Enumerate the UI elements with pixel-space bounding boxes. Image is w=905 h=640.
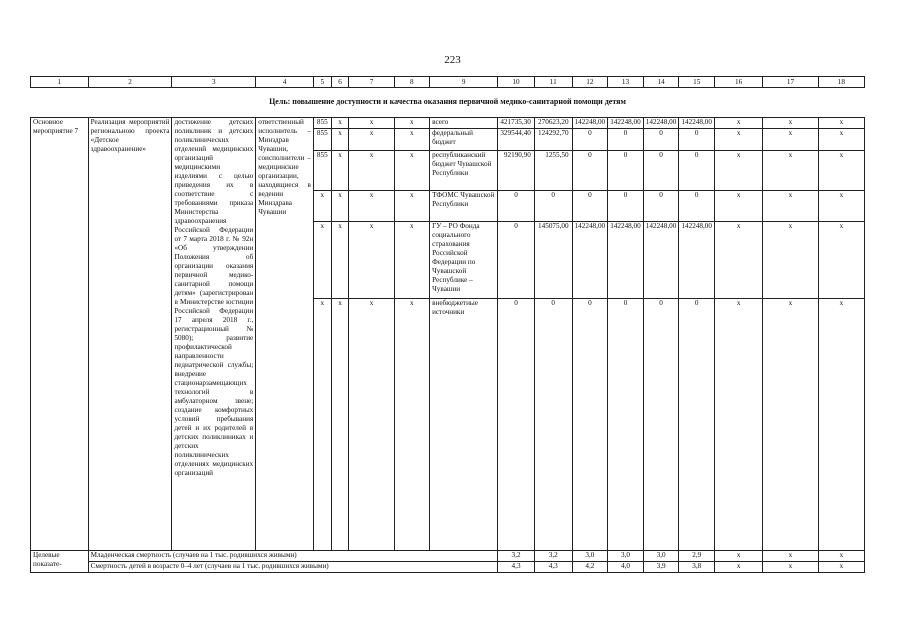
cell-value: x <box>763 551 819 562</box>
cell-value: 3,0 <box>643 551 679 562</box>
column-number: 10 <box>498 77 535 88</box>
column-number: 7 <box>349 77 394 88</box>
cell-value: 4,3 <box>498 562 535 573</box>
cell-funding-source: республиканский бюджет Чувашской Республики <box>430 151 498 191</box>
column-number: 15 <box>679 77 715 88</box>
cell-section: x <box>331 118 349 129</box>
cell-value: x <box>715 551 763 562</box>
cell-funding-source: всего <box>430 118 498 129</box>
cell-grbs: x <box>313 222 331 299</box>
cell-grbs: 855 <box>313 118 331 129</box>
indicator-name: Смертность детей в возрасте 0–4 лет (случаев на 1 тыс. родившихся живыми) <box>88 562 498 573</box>
cell-expense-group: x <box>394 191 430 222</box>
cell-value: 0 <box>498 222 535 299</box>
cell-value: 3,9 <box>643 562 679 573</box>
cell-value: 0 <box>498 299 535 551</box>
cell-grbs: 855 <box>313 129 331 151</box>
cell-value: 0 <box>572 191 608 222</box>
indicator-row <box>31 551 865 562</box>
cell-value: 0 <box>608 151 644 191</box>
cell-value: 0 <box>608 191 644 222</box>
cell-target-article: x <box>349 129 394 151</box>
cell-value: 4,0 <box>608 562 644 573</box>
cell-value: x <box>715 118 763 129</box>
cell-target-article: x <box>349 191 394 222</box>
cell-value: 142248,00 <box>643 118 679 129</box>
cell-section: x <box>331 129 349 151</box>
cell-value: 0 <box>679 129 715 151</box>
cell-value: 329544,40 <box>498 129 535 151</box>
cell-value: x <box>715 222 763 299</box>
cell-expense-group: x <box>394 129 430 151</box>
cell-value: 142248,00 <box>572 222 608 299</box>
cell-expense-group: x <box>394 151 430 191</box>
indicator-name: Младенческая смертность (случаев на 1 тыс. родившихся живыми) <box>88 551 498 562</box>
cell-value: 0 <box>498 191 535 222</box>
cell-value: x <box>818 222 864 299</box>
cell-value: x <box>715 299 763 551</box>
cell-section: x <box>331 191 349 222</box>
cell-value: x <box>715 151 763 191</box>
column-number: 16 <box>715 77 763 88</box>
event-description: достижение детских поликлиник и детских поликлинических отделений медицинских организаций медицинскими изделиями с целью приведения их в соответствие с требованиями приказа Министерства здравоохранения Российской Федерации от 7 марта 2018 г. № 92н «Об утверждении Положения об организации оказания первичной медико-санитарной помощи детям» (зарегистрирован в Министерстве юстиции Российской Федерации 17 апреля 2018 г., регистрационный № 5080); развитие профилактической направленности педиатрической службы; внедрение стационарзамещающих технологий в амбулаторном звене; создание комфортных условий пребывания детей и их родителей в детских поликлиниках и детских поликлинических отделениях медицинских организаций <box>172 118 256 551</box>
event-name: Реализация мероприятий региональною проекта «Детское здравоохранение» <box>88 118 172 551</box>
cell-funding-source: ТФОМС Чувашской Республики <box>430 191 498 222</box>
cell-value: x <box>715 129 763 151</box>
cell-value: x <box>715 191 763 222</box>
cell-value: x <box>763 562 819 573</box>
cell-grbs: x <box>313 191 331 222</box>
event-executor: ответственный исполнитель – Минздрав Чувашии, соисполнители – медицинские организации, находящиеся в ведении Минздрава Чувашии <box>256 118 314 551</box>
cell-value: 0 <box>572 151 608 191</box>
column-number: 4 <box>256 77 314 88</box>
cell-value: 142248,00 <box>643 222 679 299</box>
cell-value: x <box>763 222 819 299</box>
cell-section: x <box>331 222 349 299</box>
column-number: 13 <box>608 77 644 88</box>
cell-value: 142248,00 <box>608 118 644 129</box>
cell-value: 0 <box>534 299 572 551</box>
cell-funding-source: ГУ – РО Фонда социального страхования Российской Федерации по Чувашской Республике – Чувашии <box>430 222 498 299</box>
cell-value: x <box>818 191 864 222</box>
indicators-label: Целевые показате- <box>31 551 89 573</box>
goal-title: Цель: повышение доступности и качества оказания первичной медико-санитарной помощи детям <box>269 97 626 106</box>
column-number: 5 <box>313 77 331 88</box>
cell-target-article: x <box>349 118 394 129</box>
cell-value: 4,3 <box>534 562 572 573</box>
cell-value: 0 <box>643 191 679 222</box>
cell-value: 124292,70 <box>534 129 572 151</box>
cell-value: 0 <box>679 151 715 191</box>
cell-value: x <box>763 129 819 151</box>
cell-grbs: 855 <box>313 151 331 191</box>
column-number: 18 <box>818 77 864 88</box>
cell-expense-group: x <box>394 299 430 551</box>
cell-value: 142248,00 <box>679 118 715 129</box>
cell-value: 421735,30 <box>498 118 535 129</box>
cell-value: 0 <box>643 129 679 151</box>
cell-value: x <box>818 562 864 573</box>
cell-value: 3,8 <box>679 562 715 573</box>
column-number: 6 <box>331 77 349 88</box>
cell-value: x <box>818 118 864 129</box>
cell-value: x <box>818 129 864 151</box>
cell-value: x <box>763 191 819 222</box>
column-number: 2 <box>88 77 172 88</box>
column-number: 9 <box>430 77 498 88</box>
column-number-header <box>30 76 865 88</box>
cell-value: 4,2 <box>572 562 608 573</box>
program-table <box>30 117 865 573</box>
cell-value: 0 <box>534 191 572 222</box>
cell-funding-source: федеральный бюджет <box>430 129 498 151</box>
cell-value: 3,2 <box>534 551 572 562</box>
cell-section: x <box>331 299 349 551</box>
cell-funding-source: внебюджетные источники <box>430 299 498 551</box>
cell-value: 3,0 <box>572 551 608 562</box>
cell-target-article: x <box>349 222 394 299</box>
cell-value: x <box>715 562 763 573</box>
page-number: 223 <box>444 54 461 66</box>
column-number: 14 <box>643 77 679 88</box>
cell-value: 1255,50 <box>534 151 572 191</box>
cell-expense-group: x <box>394 222 430 299</box>
column-number: 12 <box>572 77 608 88</box>
cell-value: 142248,00 <box>572 118 608 129</box>
cell-value: 0 <box>679 299 715 551</box>
cell-value: x <box>818 551 864 562</box>
cell-value: 142248,00 <box>608 222 644 299</box>
cell-section: x <box>331 151 349 191</box>
cell-target-article: x <box>349 299 394 551</box>
column-number: 1 <box>31 77 89 88</box>
indicator-row <box>31 562 865 573</box>
table-row <box>31 118 865 129</box>
column-number: 11 <box>534 77 572 88</box>
cell-value: 142248,00 <box>679 222 715 299</box>
cell-expense-group: x <box>394 118 430 129</box>
cell-value: 270623,20 <box>534 118 572 129</box>
cell-value: 0 <box>608 129 644 151</box>
cell-value: 145075,00 <box>534 222 572 299</box>
cell-value: x <box>818 151 864 191</box>
cell-value: x <box>818 299 864 551</box>
cell-value: x <box>763 118 819 129</box>
cell-grbs: x <box>313 299 331 551</box>
column-number: 17 <box>763 77 819 88</box>
cell-value: 2,9 <box>679 551 715 562</box>
cell-target-article: x <box>349 151 394 191</box>
cell-value: x <box>763 151 819 191</box>
cell-value: 0 <box>572 299 608 551</box>
cell-value: 3,0 <box>608 551 644 562</box>
column-number: 3 <box>172 77 256 88</box>
cell-value: 0 <box>572 129 608 151</box>
cell-value: 0 <box>679 191 715 222</box>
event-code: Основное мероприятие 7 <box>31 118 89 551</box>
cell-value: 92190,90 <box>498 151 535 191</box>
cell-value: 0 <box>643 299 679 551</box>
cell-value: 0 <box>643 151 679 191</box>
column-number: 8 <box>394 77 430 88</box>
cell-value: x <box>763 299 819 551</box>
cell-value: 0 <box>608 299 644 551</box>
cell-value: 3,2 <box>498 551 535 562</box>
